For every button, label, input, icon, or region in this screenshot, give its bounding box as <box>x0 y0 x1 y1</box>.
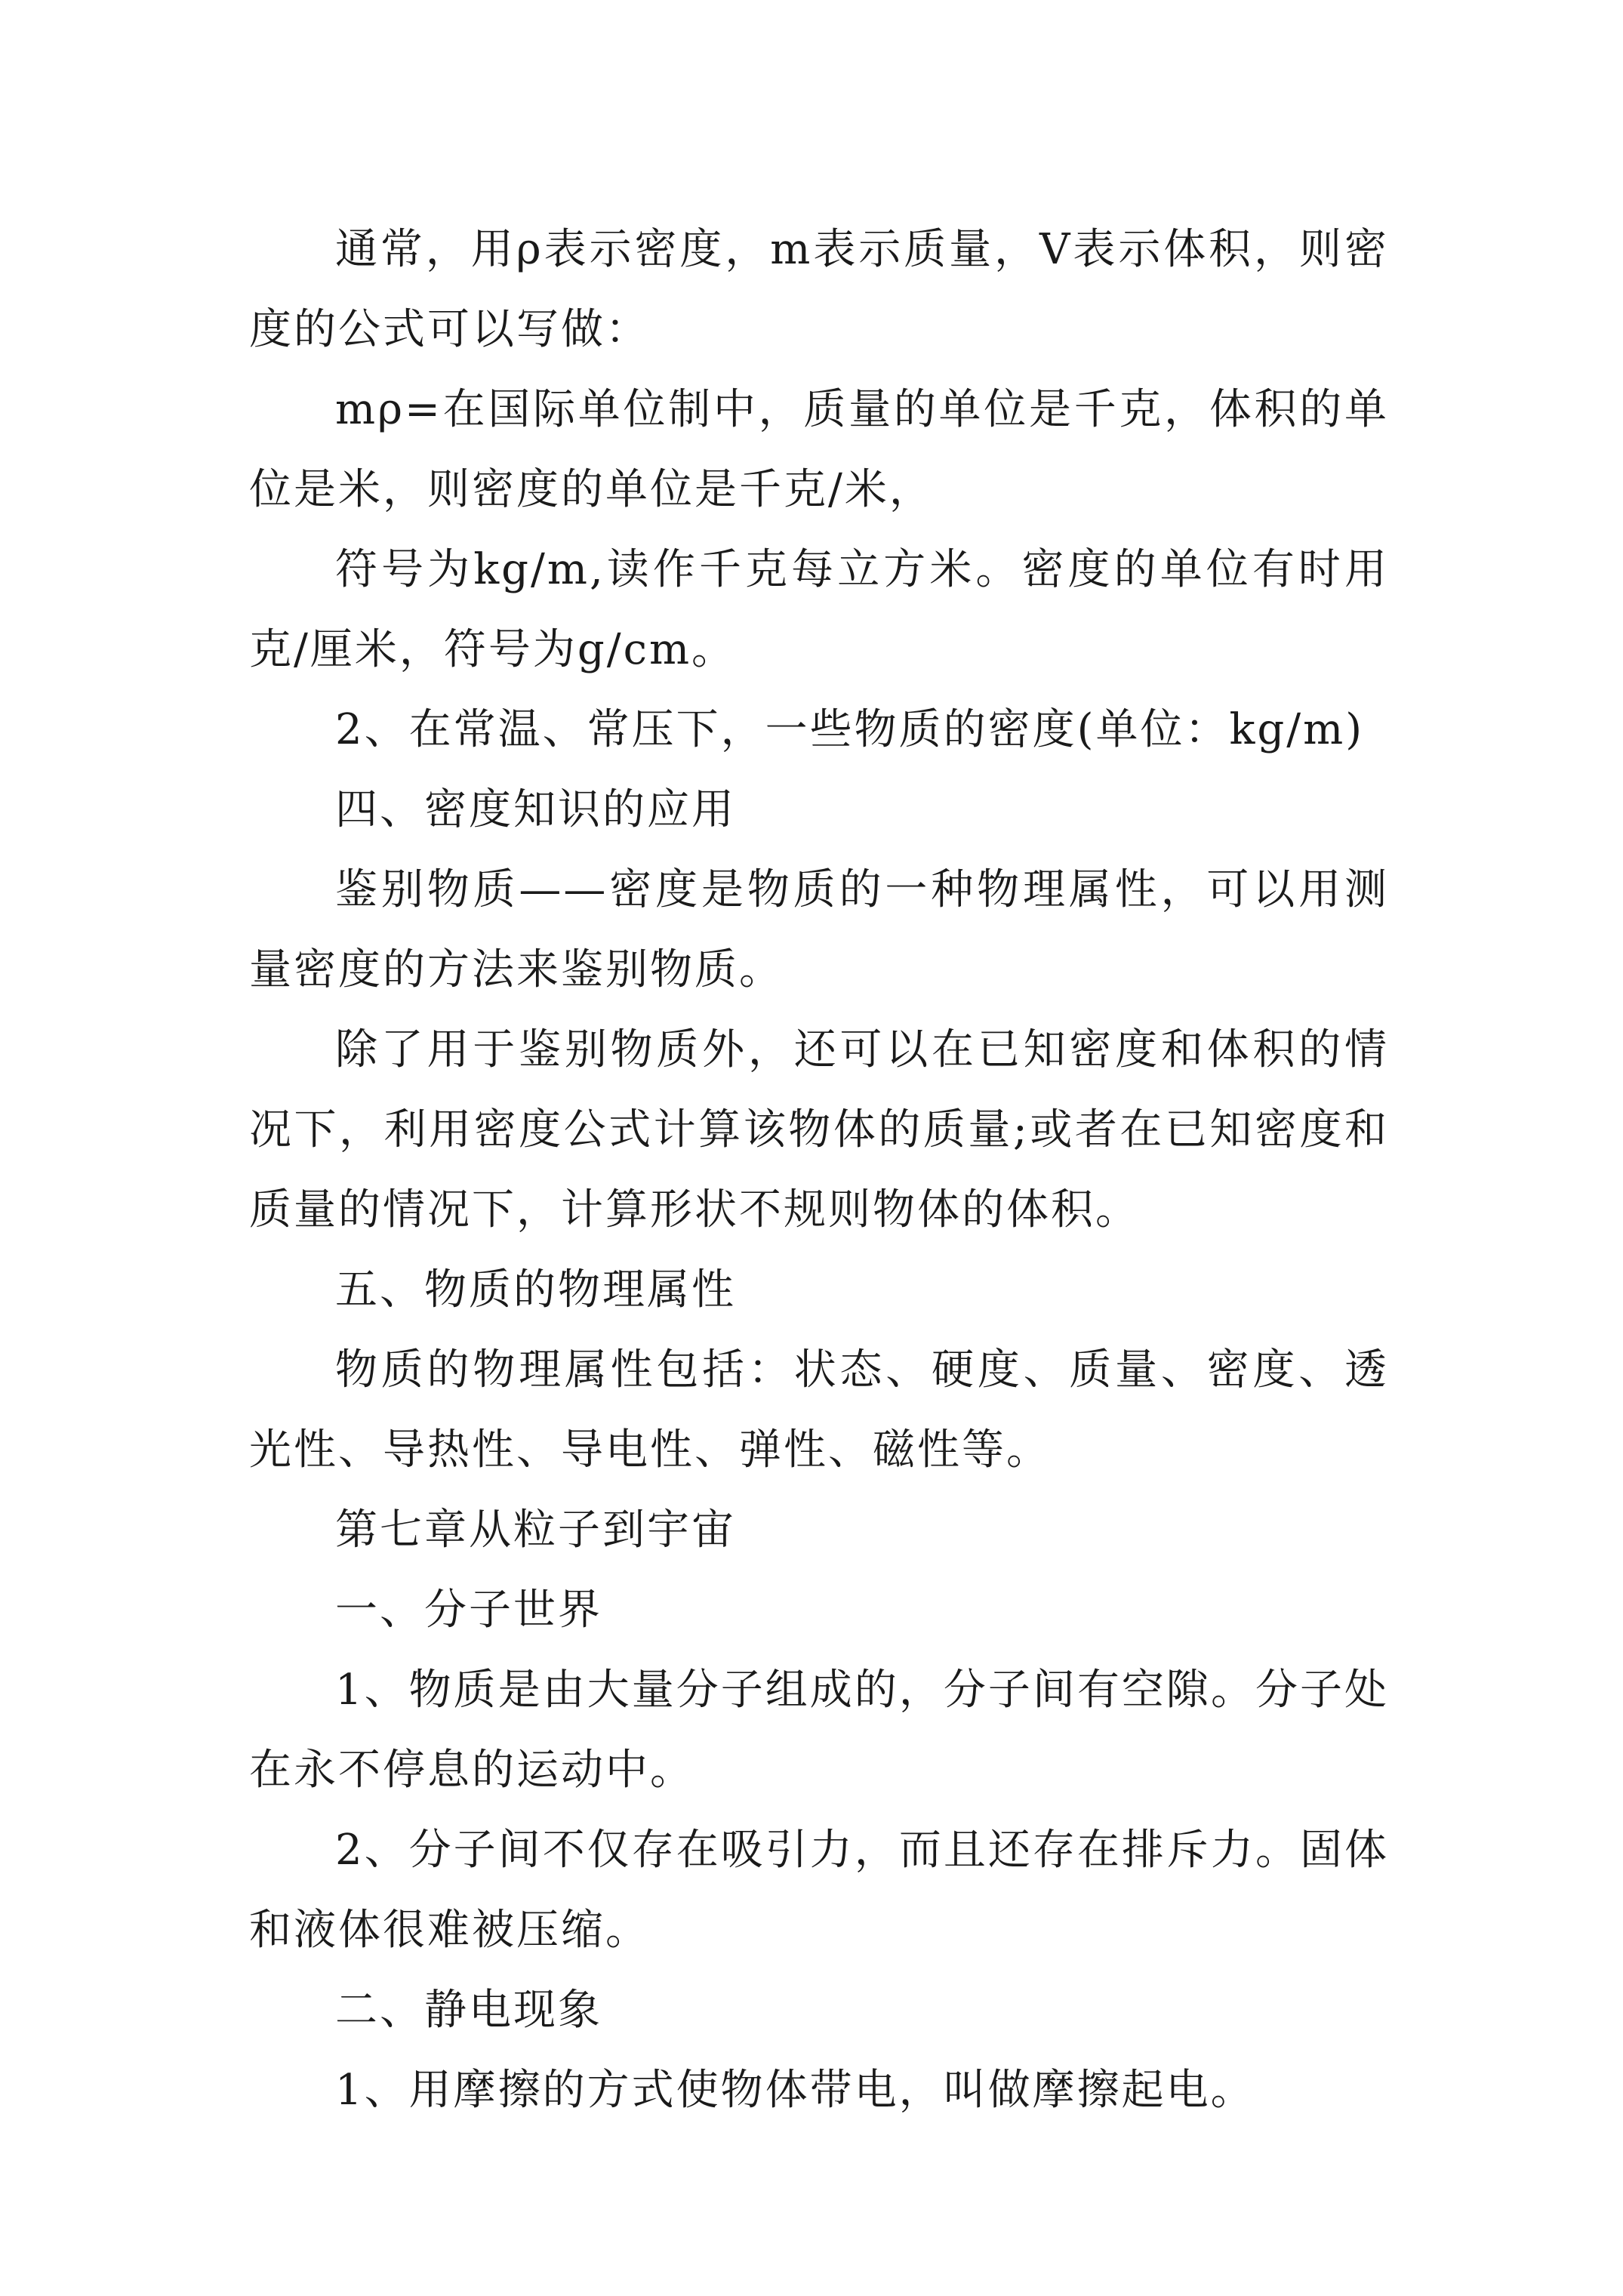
paragraph: 除了用于鉴别物质外，还可以在已知密度和体积的情况下，利用密度公式计算该物体的质量;或者在已知密度和质量的情况下，计算形状不规则物体的体积。 <box>249 1025 1389 1234</box>
section-heading: 四、密度知识的应用 <box>335 785 736 834</box>
paragraph: 2、分子间不仅存在吸引力，而且还存在排斥力。固体和液体很难被压缩。 <box>249 1826 1389 1955</box>
paragraph: 1、物质是由大量分子组成的，分子间有空隙。分子处在永不停息的运动中。 <box>249 1666 1389 1795</box>
paragraph: 通常，用ρ表示密度，m表示质量，V表示体积，则密度的公式可以写做： <box>249 225 1389 354</box>
document-body <box>249 210 1389 2131</box>
paragraph: mρ=在国际单位制中，质量的单位是千克，体积的单位是米，则密度的单位是千克/米， <box>249 385 1389 514</box>
paragraph: 物质的物理属性包括：状态、硬度、质量、密度、透光性、导热性、导电性、弹性、磁性等。 <box>249 1345 1389 1475</box>
paragraph: 符号为kg/m,读作千克每立方米。密度的单位有时用克/厘米，符号为g/cm。 <box>249 545 1389 674</box>
paragraph: 1、用摩擦的方式使物体带电，叫做摩擦起电。 <box>335 2066 1255 2115</box>
section-heading: 二、静电现象 <box>335 1986 602 2035</box>
paragraph: 2、在常温、常压下，一些物质的密度(单位：kg/m) <box>335 705 1365 754</box>
chapter-heading: 第七章从粒子到宇宙 <box>335 1505 736 1555</box>
section-heading: 一、分子世界 <box>335 1586 602 1635</box>
paragraph: 鉴别物质——密度是物质的一种物理属性，可以用测量密度的方法来鉴别物质。 <box>249 865 1389 994</box>
section-heading: 五、物质的物理属性 <box>335 1265 736 1314</box>
